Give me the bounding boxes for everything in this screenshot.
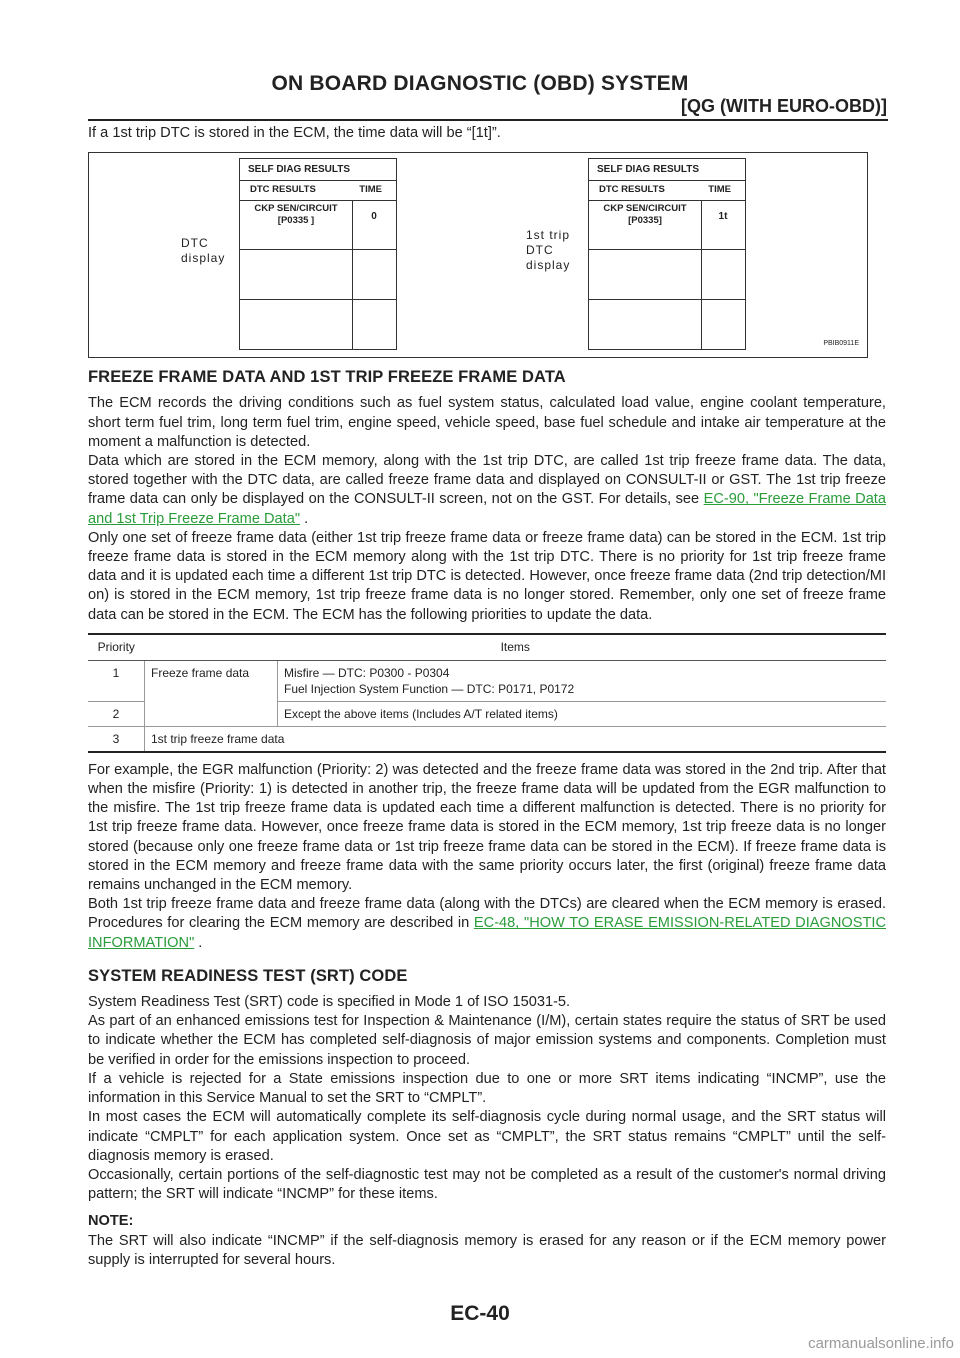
document-body xyxy=(88,124,886,1270)
priority-table xyxy=(88,633,886,753)
paragraph: As part of an enhanced emissions test for Inspection & Maintenance (I/M), certain states require the status of SRT be used to indicate whether the ECM has completed self-diagnosis of major emission systems and components. Completion must be verified in order for the emissions inspection to proceed. xyxy=(88,1013,886,1068)
section-heading-freeze-frame: FREEZE FRAME DATA AND 1ST TRIP FREEZE FRAME DATA xyxy=(88,368,566,387)
figure-id: PBIB0911E xyxy=(823,340,859,347)
paragraph: For example, the EGR malfunction (Priority: 2) was detected and the freeze frame data was stored in the 2nd trip. After that when the misfire (Priority: 1) is detected in another trip, the freeze frame data will be updated from the EGR malfunction to the misfire. The 1st trip freeze frame data is updated each time a different malfunction is detected. There is no priority for 1st trip freeze frame data. However, once freeze frame data is stored in the ECM memory, 1st trip freeze data is no longer stored (because only one freeze frame data or 1st trip freeze frame data can be stored in the ECM). If freeze frame data is stored in the ECM memory and freeze frame data with the same priority occurs later, the first (original) freeze frame data remains unchanged in the ECM memory. xyxy=(88,761,886,894)
paragraph: Both 1st trip freeze frame data and freeze frame data (along with the DTCs) are cleared when the ECM memory is erased. Procedures for clearing the ECM memory are described in EC-48, "HOW TO ERASE EMISSION-RELATED DIAGNOSTIC INFORMATION" . xyxy=(88,896,886,951)
section-heading-srt: SYSTEM READINESS TEST (SRT) CODE xyxy=(88,966,408,985)
panel-column-headers: DTC RESULTS TIME xyxy=(240,180,396,201)
paragraph: Data which are stored in the ECM memory, along with the 1st trip DTC, are called 1st trip freeze frame data. The data, stored together with the DTC data, are called freeze frame data and displayed on CONSULT-II or GST. The 1st trip freeze frame data can only be displayed on the CONSULT-II screen, not on the GST. For details, see EC-90, "Freeze Frame Data and 1st Trip Freeze Frame Data" . xyxy=(88,453,886,527)
paragraph: System Readiness Test (SRT) code is specified in Mode 1 of ISO 15031-5. xyxy=(88,994,571,1011)
table-row: 2 Except the above items (Includes A/T related items) xyxy=(88,701,886,726)
self-diag-panel-left xyxy=(239,158,397,350)
panel-column-headers: DTC RESULTS TIME xyxy=(589,180,745,201)
dtc-time: 0 xyxy=(371,211,377,223)
paragraph: In most cases the ECM will automatically complete its self-diagnosis cycle during normal usage, and the SRT status will indicate “CMPLT” for each application system. Once set as “CMPLT”, the SRT status remains “CMPLT” until the self-diagnosis memory is erased. xyxy=(88,1109,886,1164)
figure-caption-right: 1st trip DTC display xyxy=(526,228,571,273)
column-header-priority: Priority xyxy=(88,634,145,661)
dtc-time: 1t xyxy=(718,211,728,223)
note-text: The SRT will also indicate “INCMP” if the self-diagnosis memory is erased for any reason or if the ECM memory power supply is interrupted for several hours. xyxy=(88,1232,886,1268)
intro-paragraph: If a 1st trip DTC is stored in the ECM, the time data will be “[1t]”. xyxy=(88,125,501,141)
dtc-display-figure xyxy=(88,152,868,358)
self-diag-panel-right xyxy=(588,158,746,350)
column-header-items: Items xyxy=(145,634,887,661)
page-title: ON BOARD DIAGNOSTIC (OBD) SYSTEM xyxy=(271,72,689,95)
paragraph: The ECM records the driving conditions such as fuel system status, calculated load value, engine coolant temperature, short term fuel trim, long term fuel trim, engine speed, vehicle speed, base fuel schedule and intake air temperature at the moment a malfunction is detected. xyxy=(88,395,886,450)
header-divider xyxy=(88,119,888,121)
figure-caption-left: DTC display xyxy=(181,236,226,266)
table-row: 3 1st trip freeze frame data xyxy=(88,726,886,752)
link-how-to-erase[interactable]: EC-48, "HOW TO ERASE EMISSION-RELATED DIAGNOSTIC INFORMATION" xyxy=(88,915,886,951)
table-row: 1 Freeze frame data Misfire — DTC: P0300 - P0304 Fuel Injection System Function — DTC: P0171, P0172 xyxy=(88,660,886,701)
panel-header: SELF DIAG RESULTS xyxy=(240,159,396,181)
dtc-item: CKP SEN/CIRCUIT [P0335 ] xyxy=(254,203,338,227)
note-label: NOTE: xyxy=(88,1213,134,1230)
page-subtitle: [QG (WITH EURO-OBD)] xyxy=(681,96,887,116)
watermark: carmanualsonline.info xyxy=(808,1335,954,1352)
paragraph: Only one set of freeze frame data (either 1st trip freeze frame data or freeze frame data) can be stored in the ECM. 1st trip freeze frame data is stored in the ECM memory along with the 1st trip DTC. There is no priority for 1st trip freeze frame data and it is updated each time a different 1st trip DTC is detected. However, once freeze frame data (2nd trip detection/MI on) is stored in the ECM memory, 1st trip freeze frame data is no longer stored. Remember, only one set of freeze frame data can be stored in the ECM. The ECM has the following priorities to update the data. xyxy=(88,529,886,623)
paragraph: If a vehicle is rejected for a State emissions inspection due to one or more SRT items indicating “INCMP”, use the information in this Service Manual to set the SRT to “CMPLT”. xyxy=(88,1070,886,1107)
dtc-item: CKP SEN/CIRCUIT [P0335] xyxy=(603,203,687,227)
link-freeze-frame-data[interactable]: EC-90, "Freeze Frame Data and 1st Trip Freeze Frame Data" xyxy=(88,491,886,527)
panel-header: SELF DIAG RESULTS xyxy=(589,159,745,181)
paragraph: Occasionally, certain portions of the self-diagnostic test may not be completed as a result of the customer's normal driving pattern; the SRT will indicate “INCMP” for these items. xyxy=(88,1166,886,1203)
page-number: EC-40 xyxy=(450,1302,510,1325)
